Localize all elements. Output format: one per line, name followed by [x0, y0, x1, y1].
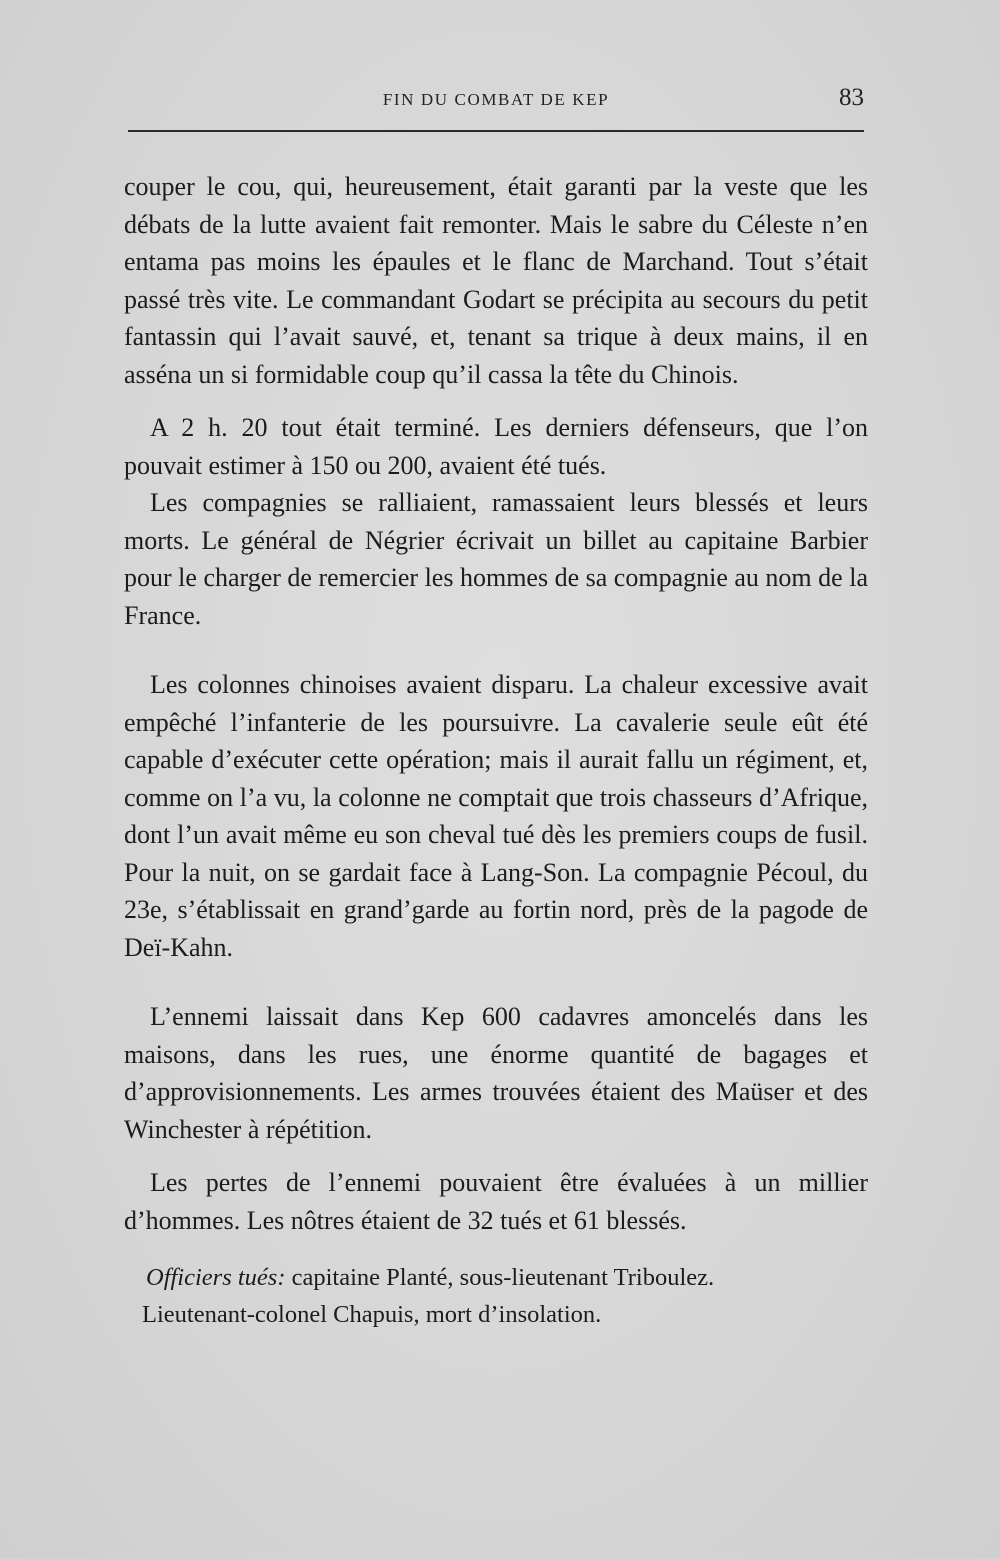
footnote-line-2: Lieutenant-colonel Chapuis, mort d’insolation.: [142, 1301, 602, 1328]
running-title: FIN DU COMBAT DE KEP: [382, 90, 610, 109]
paragraph-2: A 2 h. 20 tout était terminé. Les derniers défenseurs, que l’on pouvait estimer à 150 ou 200, avaient été tués.: [124, 413, 868, 480]
footnote-line-1: [124, 1259, 868, 1296]
footnote-line-1-text: capitaine Planté, sous-lieutenant Triboulez.: [285, 1264, 715, 1291]
paragraph-4: Les colonnes chinoises avaient disparu. La chaleur excessive avait empêché l’infanterie de les poursuivre. La cavalerie seule eût été capable d’exécuter cette opération; mais il aurait fallu un régiment, et, comme on l’a vu, la colonne ne comptait que trois chasseurs d’Afrique, dont l’un avait même eu son cheval tué dès les premiers coups de fusil. Pour la nuit, on se gardait face à Lang-Son. La compagnie Pécoul, du 23e, s’établissait en grand’garde au fortin nord, près de la pagode de Deï-Kahn.: [124, 670, 868, 962]
page-header: [128, 84, 864, 124]
paragraph-6: Les pertes de l’ennemi pouvaient être évaluées à un millier d’hommes. Les nôtres étaient de 32 tués et 61 blessés.: [124, 1168, 868, 1235]
body-text: [124, 168, 868, 1333]
paragraph-1: couper le cou, qui, heureusement, était garanti par la veste que les débats de la lutte avaient fait remonter. Mais le sabre du Céleste n’en entama pas moins les épaules et le flanc de Marchand. Tout s’était passé très vite. Le commandant Godart se précipita au secours du petit fantassin qui l’avait sauvé, et, tenant sa trique à deux mains, il en asséna un si formidable coup qu’il cassa la tête du Chinois.: [124, 172, 868, 389]
footnote: [124, 1259, 868, 1333]
paragraph-5: L’ennemi laissait dans Kep 600 cadavres amoncelés dans les maisons, dans les rues, une énorme quantité de bagages et d’approvisionnements. Les armes trouvées étaient des Maüser et des Winchester à répétition.: [124, 1002, 868, 1144]
footnote-label: Officiers tués:: [146, 1264, 286, 1291]
paragraph-3: Les compagnies se ralliaient, ramassaient leurs blessés et leurs morts. Le général de Négrier écrivait un billet au capitaine Barbier pour le charger de remercier les hommes de sa compagnie au nom de la France.: [124, 488, 868, 630]
page-number: 83: [839, 84, 864, 111]
header-rule: [128, 130, 864, 132]
